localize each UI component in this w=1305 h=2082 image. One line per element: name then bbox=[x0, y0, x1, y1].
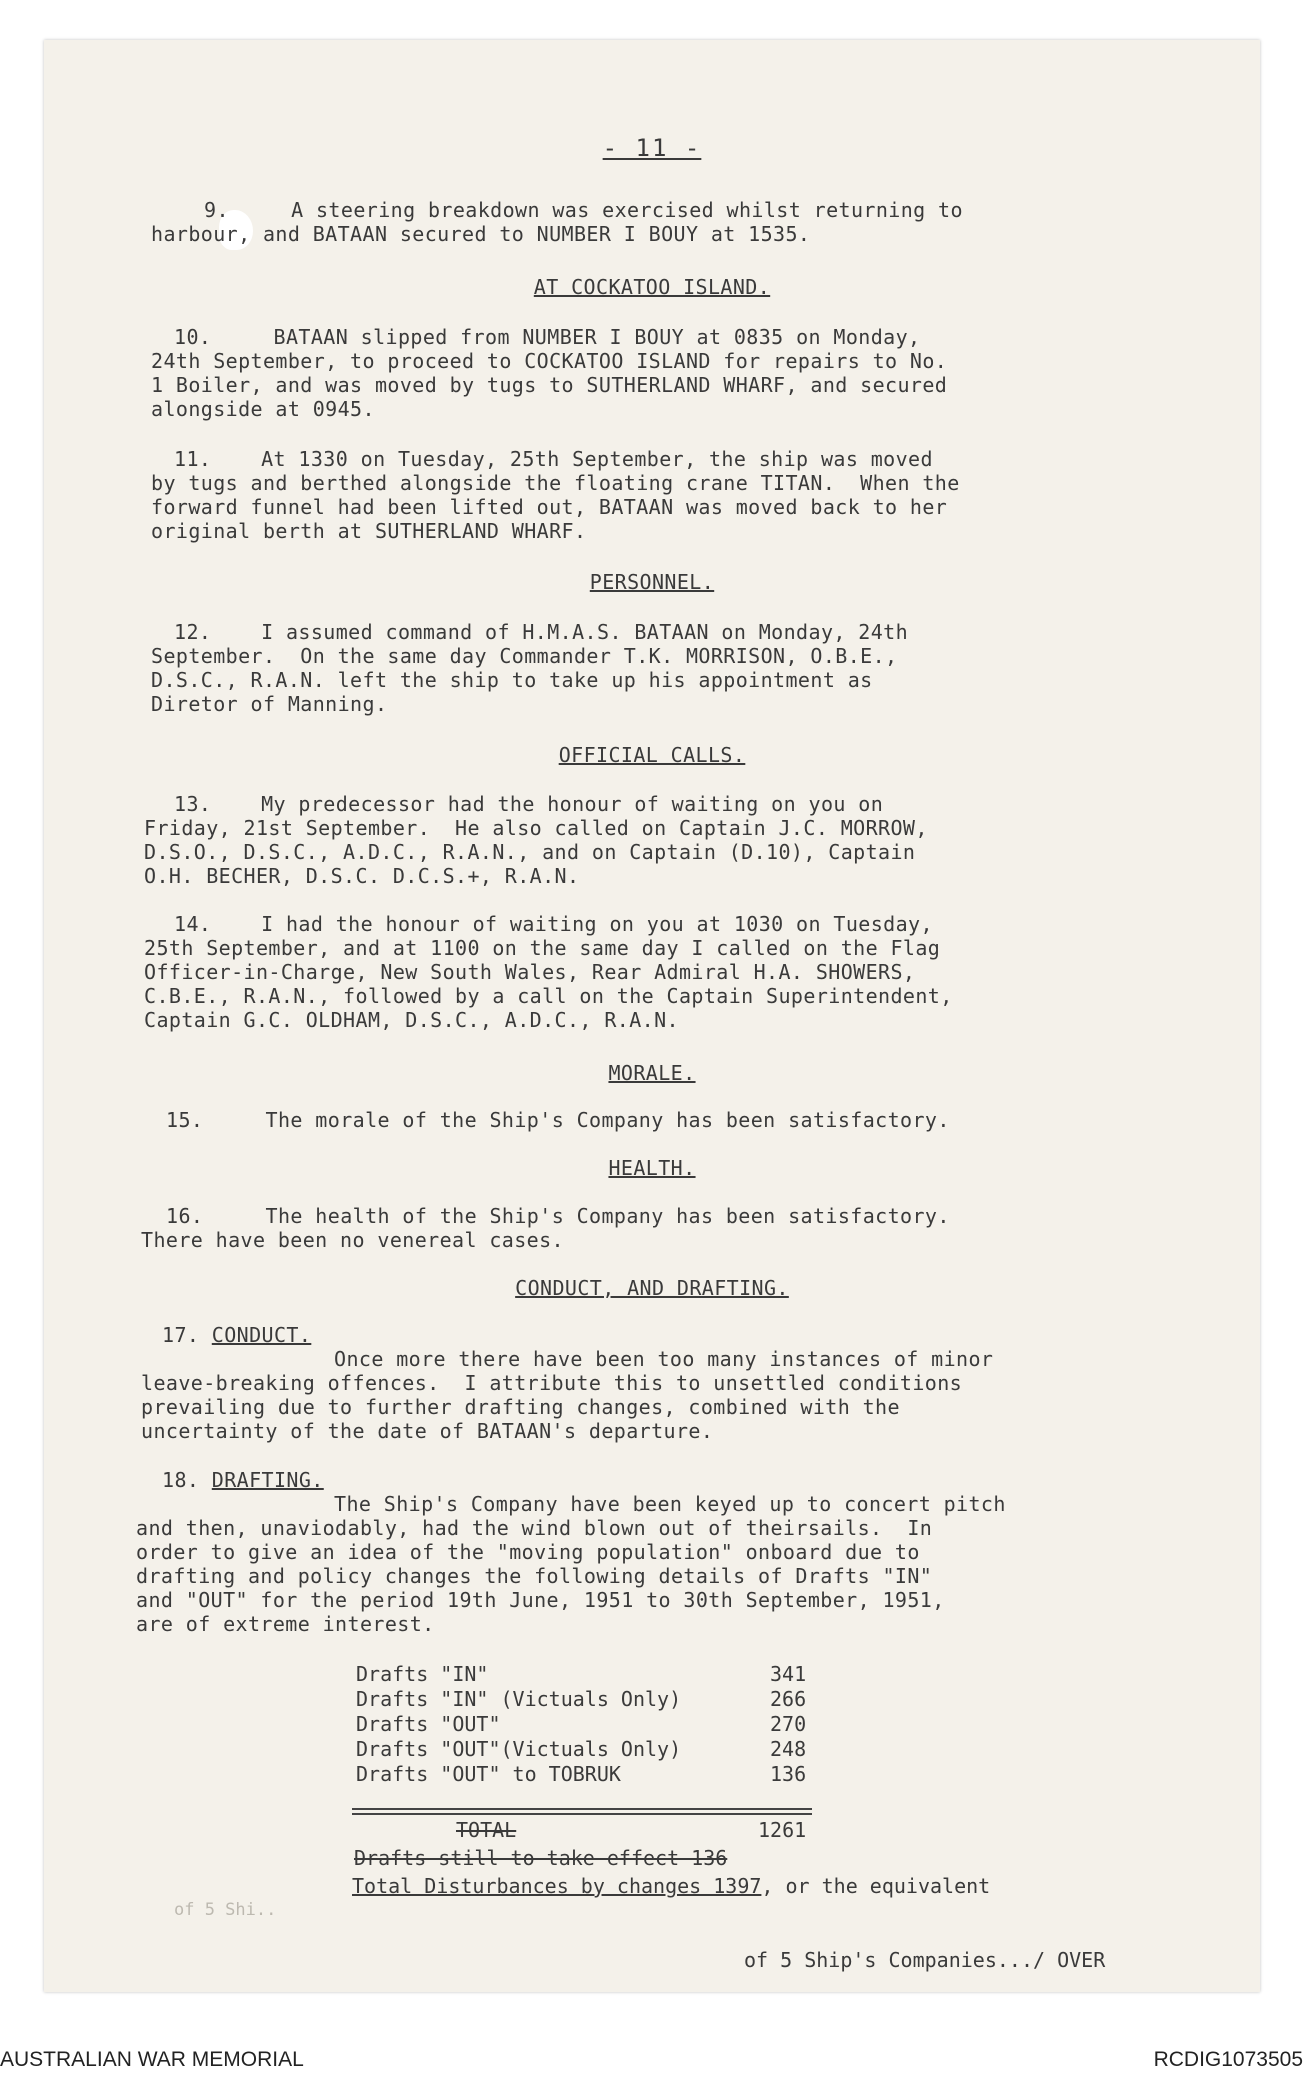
paragraph-11: 11. At 1330 on Tuesday, 25th September, the ship was moved bbox=[174, 447, 933, 471]
page-number: - 11 - bbox=[602, 134, 702, 162]
drafts-row-value: 266 bbox=[770, 1687, 807, 1711]
paragraph-18-line-6: are of extreme interest. bbox=[136, 1612, 435, 1636]
table-rule bbox=[352, 1808, 812, 1810]
total-label: TOTAL bbox=[456, 1818, 517, 1842]
paragraph-14-line-5: Captain G.C. OLDHAM, D.S.C., A.D.C., R.A.N. bbox=[144, 1008, 679, 1032]
paragraph-14-line-4: C.B.E., R.A.N., followed by a call on the Captain Superintendent, bbox=[144, 984, 953, 1008]
paragraph-11-line-3: forward funnel had been lifted out, BATAAN was moved back to her bbox=[151, 495, 948, 519]
table-rule bbox=[352, 1813, 812, 1815]
paragraph-17-line-3: prevailing due to further drafting changes, combined with the bbox=[141, 1395, 900, 1419]
paragraph-14-line-2: 25th September, and at 1100 on the same day I called on the Flag bbox=[144, 936, 941, 960]
paragraph-14-line-3: Officer-in-Charge, New South Wales, Rear Admiral H.A. SHOWERS, bbox=[144, 960, 916, 984]
heading-morale: MORALE. bbox=[608, 1061, 696, 1085]
paragraph-13: 13. My predecessor had the honour of waiting on you on bbox=[174, 792, 884, 816]
paragraph-17-line-1: Once more there have been too many instances of minor bbox=[334, 1347, 994, 1371]
drafts-row-value: 136 bbox=[770, 1762, 807, 1786]
paragraph-18-line-3: order to give an idea of the "moving population" onboard due to bbox=[136, 1540, 920, 1564]
paragraph-9-line-2: harbour, and BATAAN secured to NUMBER I BOUY at 1535. bbox=[151, 222, 811, 246]
paragraph-12-line-3: D.S.C., R.A.N. left the ship to take up his appointment as bbox=[151, 668, 873, 692]
paragraph-13-line-3: D.S.O., D.S.C., A.D.C., R.A.N., and on Captain (D.10), Captain bbox=[144, 840, 916, 864]
paragraph-15: 15. The morale of the Ship's Company has been satisfactory. bbox=[166, 1108, 950, 1132]
heading-cockatoo-island: AT COCKATOO ISLAND. bbox=[533, 275, 771, 299]
paragraph-18-line-1: The Ship's Company have been keyed up to concert pitch bbox=[334, 1492, 1006, 1516]
paragraph-10-line-4: alongside at 0945. bbox=[151, 397, 375, 421]
paragraph-11-line-2: by tugs and berthed alongside the floating crane TITAN. When the bbox=[151, 471, 960, 495]
heading-official-calls: OFFICIAL CALLS. bbox=[558, 743, 746, 767]
paragraph-9: 9. A steering breakdown was exercised whilst returning to bbox=[204, 198, 963, 222]
struck-line: Drafts still to take effect 136 bbox=[354, 1846, 728, 1870]
heading-personnel: PERSONNEL. bbox=[589, 570, 715, 594]
paragraph-18-line-4: drafting and policy changes the following details of Drafts "IN" bbox=[136, 1564, 933, 1588]
paragraph-16: 16. The health of the Ship's Company has been satisfactory. bbox=[166, 1204, 950, 1228]
disturbances-line: Total Disturbances by changes 1397, or the equivalent bbox=[352, 1874, 991, 1898]
paragraph-18-line-5: and "OUT" for the period 19th June, 1951 to 30th September, 1951, bbox=[136, 1588, 945, 1612]
faint-bleed-text: of 5 Shi.. bbox=[174, 1900, 277, 1920]
paragraph-10-line-2: 24th September, to proceed to COCKATOO ISLAND for repairs to No. bbox=[151, 349, 948, 373]
document-page bbox=[44, 40, 1260, 1992]
paragraph-18-line-2: and then, unaviodably, had the wind blown out of theirsails. In bbox=[136, 1516, 933, 1540]
paragraph-10-line-3: 1 Boiler, and was moved by tugs to SUTHERLAND WHARF, and secured bbox=[151, 373, 948, 397]
paragraph-11-line-4: original berth at SUTHERLAND WHARF. bbox=[151, 519, 587, 543]
paragraph-17-line-2: leave-breaking offences. I attribute this to unsettled conditions bbox=[141, 1371, 963, 1395]
paragraph-17-title: 17. CONDUCT. bbox=[162, 1323, 312, 1347]
continuation-note: of 5 Ship's Companies.../ OVER bbox=[744, 1948, 1106, 1972]
paragraph-14: 14. I had the honour of waiting on you at 1030 on Tuesday, bbox=[174, 912, 933, 936]
drafts-row-value: 341 bbox=[770, 1662, 807, 1686]
paragraph-12-line-2: September. On the same day Commander T.K. MORRISON, O.B.E., bbox=[151, 644, 898, 668]
footer-right: RCDIG1073505 bbox=[1153, 2048, 1303, 2071]
paragraph-17-line-4: uncertainty of the date of BATAAN's departure. bbox=[141, 1419, 714, 1443]
drafts-row-label: Drafts "IN" bbox=[356, 1662, 489, 1686]
drafts-row-value: 270 bbox=[770, 1712, 807, 1736]
drafts-row-label: Drafts "OUT"(Victuals Only) bbox=[356, 1737, 682, 1761]
paragraph-10: 10. BATAAN slipped from NUMBER I BOUY at 0835 on Monday, bbox=[174, 325, 921, 349]
paragraph-13-line-4: O.H. BECHER, D.S.C. D.C.S.+, R.A.N. bbox=[144, 864, 580, 888]
heading-health: HEALTH. bbox=[608, 1156, 696, 1180]
paragraph-13-line-2: Friday, 21st September. He also called on Captain J.C. MORROW, bbox=[144, 816, 928, 840]
drafts-row-label: Drafts "OUT" bbox=[356, 1712, 501, 1736]
footer-left: AUSTRALIAN WAR MEMORIAL bbox=[0, 2048, 304, 2071]
heading-conduct-drafting: CONDUCT, AND DRAFTING. bbox=[515, 1276, 789, 1300]
drafts-row-label: Drafts "OUT" to TOBRUK bbox=[356, 1762, 621, 1786]
paragraph-12-line-4: Diretor of Manning. bbox=[151, 692, 388, 716]
total-value: 1261 bbox=[758, 1818, 807, 1842]
drafts-row-value: 248 bbox=[770, 1737, 807, 1761]
paragraph-18-title: 18. DRAFTING. bbox=[162, 1468, 324, 1492]
paragraph-12: 12. I assumed command of H.M.A.S. BATAAN on Monday, 24th bbox=[174, 620, 909, 644]
paragraph-16-line-2: There have been no venereal cases. bbox=[141, 1228, 564, 1252]
drafts-row-label: Drafts "IN" (Victuals Only) bbox=[356, 1687, 682, 1711]
